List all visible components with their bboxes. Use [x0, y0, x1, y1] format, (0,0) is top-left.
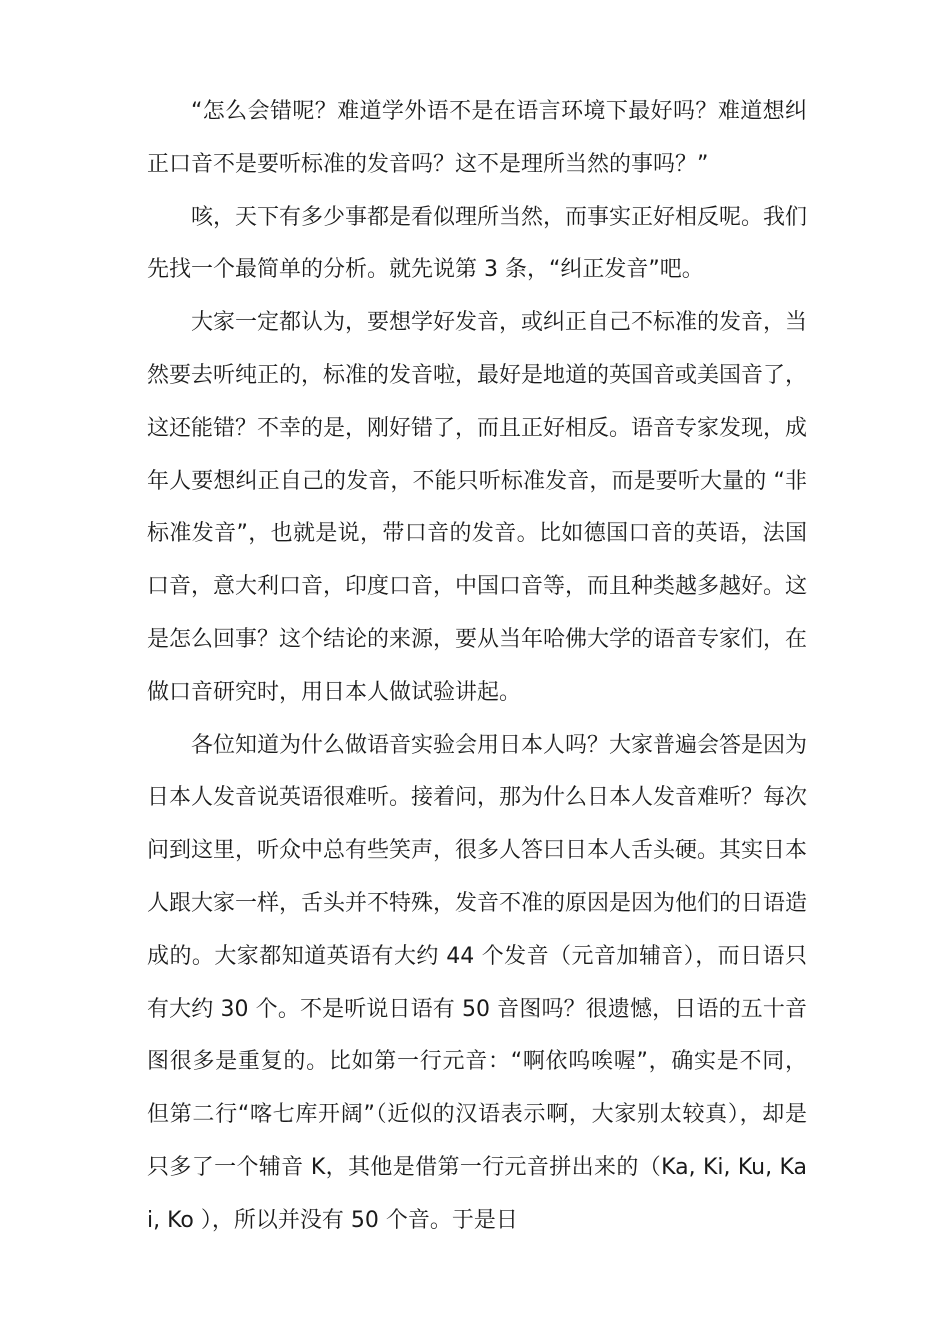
paragraph-2: 咳，天下有多少事都是看似理所当然，而事实正好相反呢。我们先找一个最简单的分析。就先说第 3 条，“纠正发音”吧。: [147, 204, 808, 283]
document-body: [147, 86, 807, 1248]
paragraph-1: “怎么会错呢？难道学外语不是在语言环境下最好吗？难道想纠正口音不是要听标准的发音吗？这不是理所当然的事吗？”: [147, 99, 807, 177]
paragraph-3: 大家一定都认为，要想学好发音，或纠正自己不标准的发音，当然要去听纯正的，标准的发音啦，最好是地道的英国音或美国音了，这还能错？不幸的是，刚好错了，而且正好相反。语音专家发现，成年人要想纠正自己的发音，不能只听标准发音，而是要听大量的 “非标准发音”，也就是说，带口音的发音。比如德国口音的英语，法国口音，意大利口音，印度口音，中国口音等，而且种类越多越好。这是怎么回事？这个结论的来源，要从当年哈佛大学的语音专家们，在做口音研究时，用日本人做试验讲起。: [147, 310, 808, 705]
paragraph-4: 各位知道为什么做语音实验会用日本人吗？大家普遍会答是因为日本人发音说英语很难听。接着问，那为什么日本人发音难听？每次问到这里，听众中总有些笑声，很多人答曰日本人舌头硬。其实日本人跟大家一样，舌头并不特殊，发音不准的原因是因为他们的日语造成的。大家都知道英语有大约 44 个发音（元音加辅音），而日语只有大约 30 个。不是听说日语有 50 音图吗？很遗憾，日语的五十音图很多是重复的。比如第一行元音：“啊依呜唉喔”，确实是不同，但第二行“喀七库开阔”（近似的汉语表示啊，大家别太较真），却是只多了一个辅音 K，其他是借第一行元音拼出来的（Ka, Ki, Ku, Kai, Ko ），所以并没有 50 个音。于是日: [147, 732, 808, 1233]
